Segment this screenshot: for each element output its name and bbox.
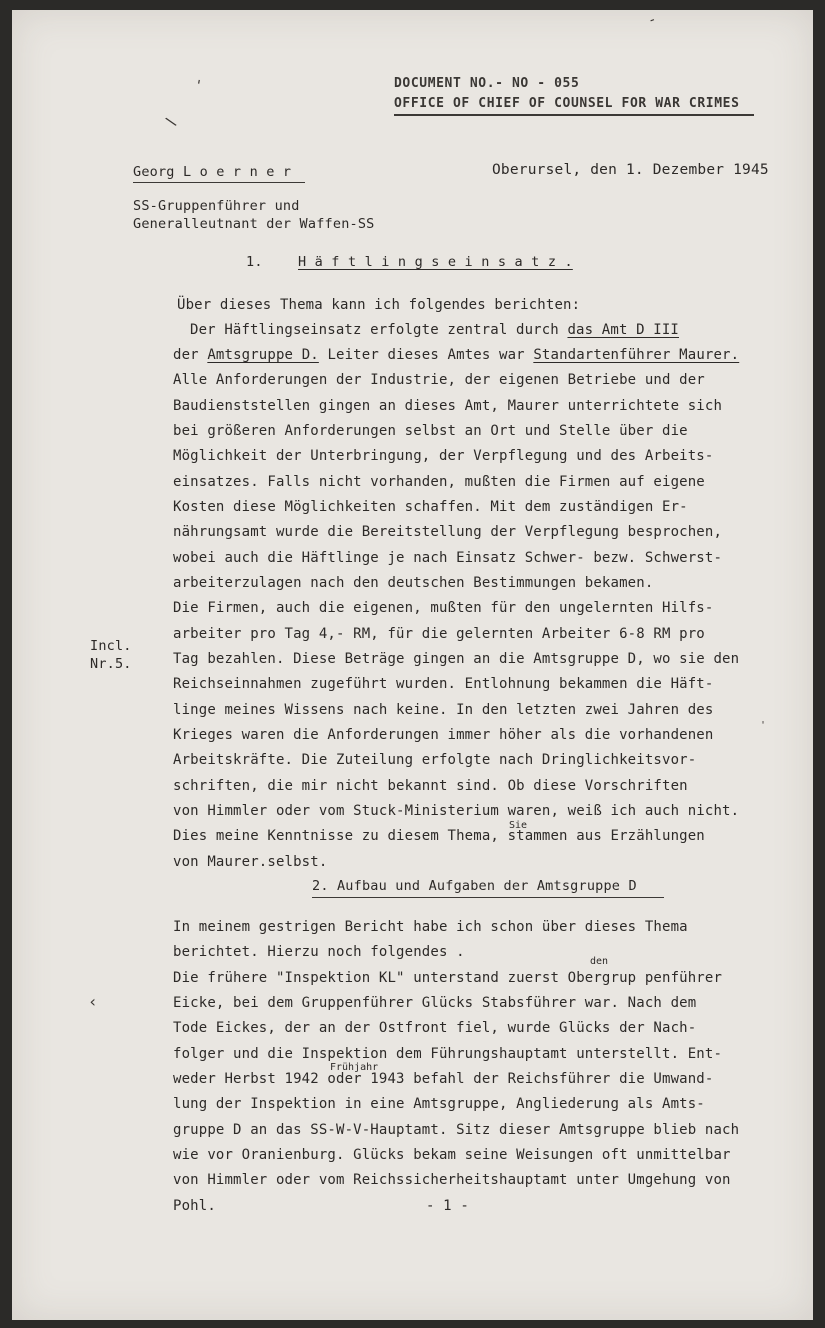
p1-line-18: Arbeitskräfte. Die Zuteilung erfolgte nach Dringlichkeitsvor- — [173, 752, 697, 768]
p1-line-15: Reichseinnahmen zugeführt wurden. Entlohnung bekammen die Häft- — [173, 676, 714, 692]
p1-line-22: von Maurer.selbst. — [173, 854, 328, 870]
insert-den: den — [590, 956, 609, 967]
p2-line-6: weder Herbst 1942 oder 1943 befahl der Reichsführer die Umwand- — [173, 1071, 714, 1087]
p1-line-6: Möglichkeit der Unterbringung, der Verpflegung und des Arbeits- — [173, 448, 714, 464]
p1-line-9: nährungsamt wurde die Bereitstellung der Verpflegung besprochen, — [173, 524, 723, 540]
author-name-underline — [133, 182, 305, 183]
p2-line-1: berichtet. Hierzu noch folgendes . — [173, 944, 465, 960]
p2-line-10: von Himmler oder vom Reichssicherheitshauptamt unter Umgehung von — [173, 1172, 731, 1188]
p2-line-8: gruppe D an das SS-W-V-Hauptamt. Sitz dieser Amtsgruppe blieb nach — [173, 1122, 740, 1138]
p1-line-3: Alle Anforderungen der Industrie, der eigenen Betriebe und der — [173, 372, 705, 388]
pencil-mark: - — [645, 11, 659, 29]
p1-line-20: von Himmler oder vom Stuck-Ministerium waren, weiß ich auch nicht. — [173, 803, 740, 819]
page-number: - 1 - — [426, 1198, 469, 1214]
p2-line-0: In meinem gestrigen Bericht habe ich schon über dieses Thema — [173, 919, 688, 935]
document-number: DOCUMENT NO.- NO - 055 — [394, 76, 580, 91]
section2-underline — [312, 897, 664, 898]
section2-title: 2. Aufbau und Aufgaben der Amtsgruppe D — [312, 878, 637, 894]
pencil-mark: ' — [760, 720, 767, 731]
section1-number: 1. — [246, 254, 263, 270]
margin-note-nr: Nr.5. — [90, 656, 132, 672]
p2-line-7: lung der Inspektion in eine Amtsgruppe, Angliederung als Amts- — [173, 1096, 705, 1112]
p1-line-12: Die Firmen, auch die eigenen, mußten für den ungelernten Hilfs- — [173, 600, 714, 616]
p1-line-10: wobei auch die Häftlinge je nach Einsatz Schwer- bezw. Schwerst- — [173, 550, 723, 566]
insert-sie: Sie — [509, 820, 528, 831]
author-rank-line2: Generalleutnant der Waffen-SS — [133, 216, 375, 232]
p1-line-14: Tag bezahlen. Diese Beträge gingen an die Amtsgruppe D, wo sie den — [173, 651, 740, 667]
p1-line-0: Über dieses Thema kann ich folgendes berichten: — [177, 297, 581, 313]
p1-line-21: Dies meine Kenntnisse zu diesem Thema, stammen aus Erzählungen — [173, 828, 705, 844]
p1-line-4: Baudienststellen gingen an dieses Amt, Maurer unterrichtete sich — [173, 398, 723, 414]
author-rank-line1: SS-Gruppenführer und — [133, 198, 300, 214]
margin-note-incl: Incl. — [90, 638, 132, 654]
p1-line-7: einsatzes. Falls nicht vorhanden, mußten die Firmen auf eigene — [173, 474, 705, 490]
p1-line-17: Krieges waren die Anforderungen immer höher als die vorhandenen — [173, 727, 714, 743]
p1-line-8: Kosten diese Möglichkeiten schaffen. Mit dem zuständigen Er- — [173, 499, 688, 515]
office-heading: OFFICE OF CHIEF OF COUNSEL FOR WAR CRIMES — [394, 96, 740, 111]
p2-line-9: wie vor Oranienburg. Glücks bekam seine Weisungen oft unmittelbar — [173, 1147, 731, 1163]
pencil-mark: ' — [192, 77, 204, 95]
p1-line-5: bei größeren Anforderungen selbst an Ort und Stelle über die — [173, 423, 688, 439]
p1-line-1: Der Häftlingseinsatz erfolgte zentral durch das Amt D III — [190, 322, 679, 338]
p2-line-5: folger und die Inspektion dem Führungshauptamt unterstellt. Ent- — [173, 1046, 723, 1062]
p1-line-16: linge meines Wissens nach keine. In den letzten zwei Jahren des — [173, 702, 714, 718]
p1-line-2: der Amtsgruppe D. Leiter dieses Amtes war Standartenführer Maurer. — [173, 347, 740, 363]
p1-line-13: arbeiter pro Tag 4,- RM, für die gelernten Arbeiter 6-8 RM pro — [173, 626, 705, 642]
author-name: Georg L o e r n e r — [133, 164, 292, 180]
p2-line-4: Tode Eickes, der an der Ostfront fiel, wurde Glücks der Nach- — [173, 1020, 697, 1036]
p1-line-11: arbeiterzulagen nach den deutschen Bestimmungen bekamen. — [173, 575, 654, 591]
p2-line-11: Pohl. — [173, 1198, 216, 1214]
place-date: Oberursel, den 1. Dezember 1945 — [492, 162, 769, 178]
p2-line-3: Eicke, bei dem Gruppenführer Glücks Stabsführer war. Nach dem — [173, 995, 697, 1011]
pencil-mark: \ — [163, 112, 179, 132]
pencil-mark: ‹ — [88, 992, 98, 1011]
header-underline — [394, 114, 754, 116]
p2-line-2: Die frühere "Inspektion KL" unterstand zuerst Obergrup penführer — [173, 970, 723, 986]
insert-fruehjahr: Frühjahr — [330, 1062, 379, 1073]
document-sheet — [12, 10, 813, 1320]
section1-title: H ä f t l i n g s e i n s a t z . — [298, 254, 573, 270]
p1-line-19: schriften, die mir nicht bekannt sind. Ob diese Vorschriften — [173, 778, 688, 794]
